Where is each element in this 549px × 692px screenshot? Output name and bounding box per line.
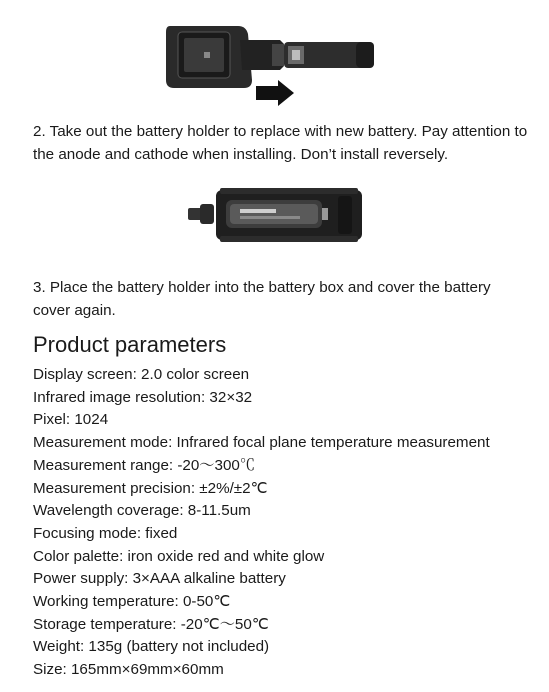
parameter-item: Focusing mode: fixed (33, 524, 178, 542)
battery-holder-illustration (186, 182, 364, 248)
parameter-item: Infrared image resolution: 32×32 (33, 388, 253, 406)
parameter-item: Storage temperature: -20℃～50℃ (33, 615, 269, 633)
parameter-item: Measurement precision: ±2%/±2℃ (33, 479, 268, 497)
parameter-item: Pixel: 1024 (33, 411, 109, 429)
parameter-list (33, 364, 490, 682)
section-title: Product parameters (33, 332, 227, 357)
parameter-item: Power supply: 3×AAA alkaline battery (33, 570, 286, 588)
step-2-text: 2. Take out the battery holder to replace with new battery. Pay attention to the anode and cathode when installing. Don’t install reversely. (33, 123, 528, 163)
parameter-item: Wavelength coverage: 8-11.5um (33, 502, 251, 520)
parameter-item: Display screen: 2.0 color screen (33, 366, 250, 383)
parameter-item: Size: 165mm×69mm×60mm (33, 661, 224, 679)
parameter-item: Color palette: iron oxide red and white glow (33, 547, 325, 565)
parameter-item: Working temperature: 0-50℃ (33, 593, 231, 611)
device-battery-removal-illustration (160, 18, 385, 108)
parameter-item: Measurement range: -20～300℃ (33, 456, 256, 474)
parameter-item: Measurement mode: Infrared focal plane temperature measurement (33, 434, 490, 452)
step-3-text: 3. Place the battery holder into the battery box and cover the battery cover again. (33, 279, 491, 319)
parameter-item: Weight: 135g (battery not included) (33, 638, 270, 656)
